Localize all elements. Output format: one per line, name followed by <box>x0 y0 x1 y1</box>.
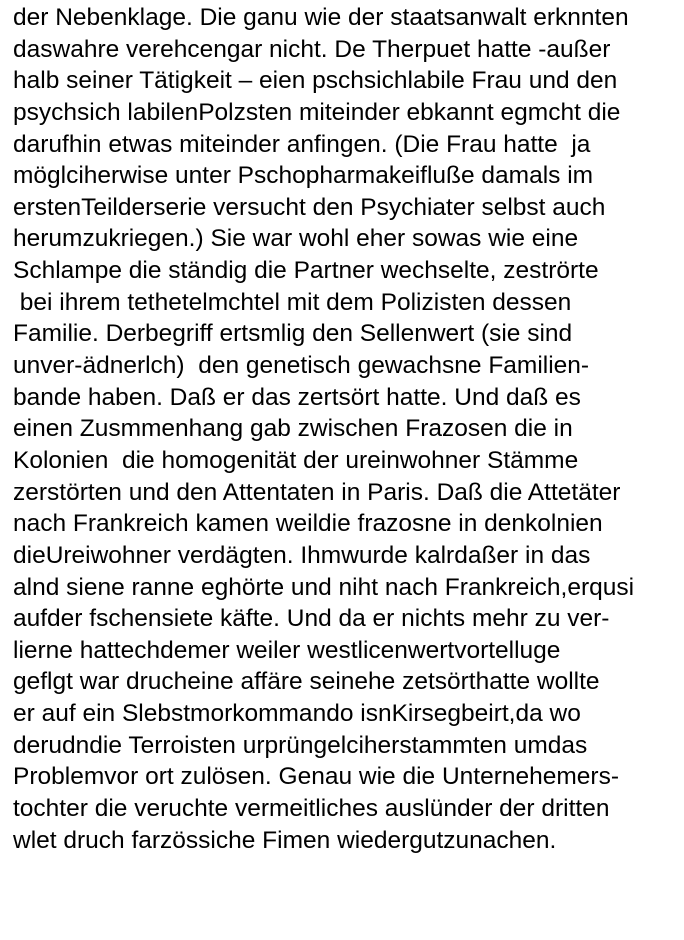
text-line: unver-ädnerlch) den genetisch gewachsne Familien- <box>13 352 590 380</box>
text-line: alnd siene ranne eghörte und niht nach Frankreich,erqusi <box>13 573 635 601</box>
text-line: dieUreiwohner verdägten. Ihmwurde kalrdaßer in das <box>13 541 591 569</box>
text-line: lierne hattechdemer weiler westlicenwertvortelluge <box>13 636 561 664</box>
text-line: bei ihrem tethetelmchtel mit dem Polizisten dessen <box>13 288 572 316</box>
text-line: Familie. Derbegriff ertsmlig den Sellenwert (sie sind <box>13 320 573 348</box>
text-line: Problemvor ort zulösen. Genau wie die Unternehemers- <box>13 763 619 791</box>
text-line: zerstörten und den Attentaten in Paris. Daß die Attetäter <box>13 478 621 506</box>
text-line: tochter die veruchte vermeitliches auslünder der dritten <box>13 795 610 823</box>
text-line: einen Zusmmenhang gab zwischen Frazosen die in <box>13 415 573 443</box>
body-text <box>13 2 681 856</box>
text-line: er auf ein Slebstmorkommando isnKirsegbeirt,da wo <box>13 700 581 728</box>
text-line: geflgt war drucheine affäre seinehe zetsörthatte wollte <box>13 668 600 696</box>
text-line: Schlampe die ständig die Partner wechselte, zeströrte <box>13 257 599 285</box>
text-line: derudndie Terroisten urprüngelciherstammten umdas <box>13 731 588 759</box>
text-line: bande haben. Daß er das zertsört hatte. Und daß es <box>13 383 581 411</box>
text-line: aufder fschensiete käfte. Und da er nichts mehr zu ver- <box>13 605 610 633</box>
text-line: der Nebenklage. Die ganu wie der staatsanwalt erknnten <box>13 4 629 31</box>
text-line: psychsich labilenPolzsten miteinder ebkannt egmcht die <box>13 98 621 126</box>
text-line: möglciherwise unter Pschopharmakeifluße damals im <box>13 162 594 190</box>
text-line: herumzukriegen.) Sie war wohl eher sowas wie eine <box>13 225 579 253</box>
text-line: Kolonien die homogenität der ureinwohner Stämme <box>13 446 579 474</box>
text-line: nach Frankreich kamen weildie frazosne in denkolnien <box>13 510 603 538</box>
text-line: darufhin etwas miteinder anfingen. (Die Frau hatte ja <box>13 130 591 158</box>
text-line: wlet druch farzössiche Fimen wiedergutzunachen. <box>13 826 557 854</box>
text-line: daswahre verehcengar nicht. De Therpuet hatte -außer <box>13 35 611 63</box>
text-line: erstenTeilderserie versucht den Psychiater selbst auch <box>13 193 606 221</box>
text-line: halb seiner Tätigkeit – eien pschsichlabile Frau und den <box>13 67 618 95</box>
